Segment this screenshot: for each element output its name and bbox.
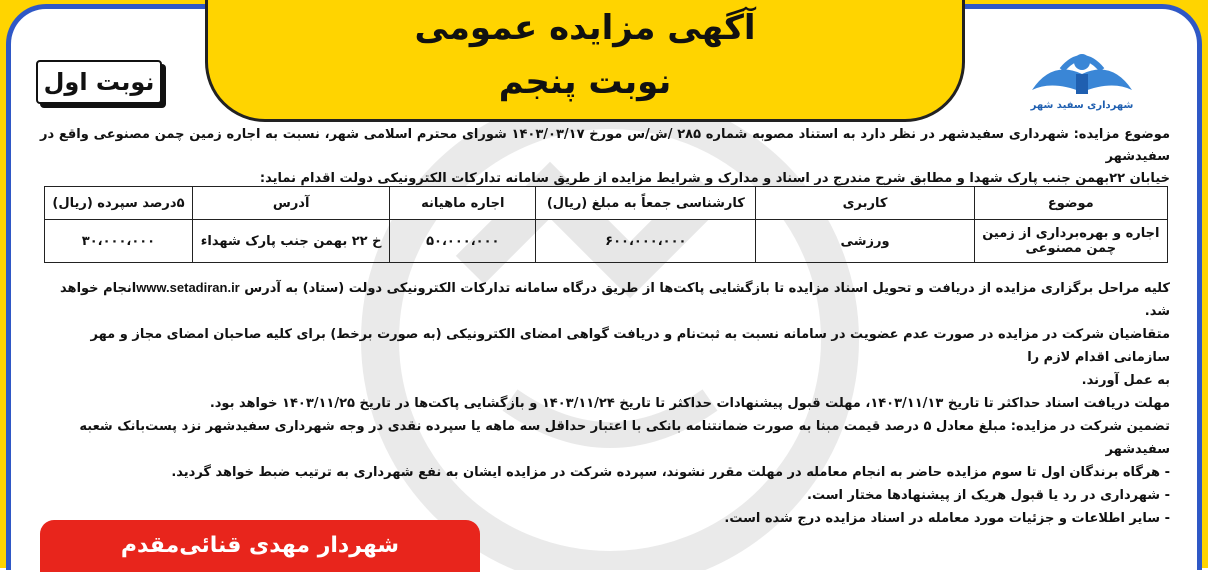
table-header-cell: موضوع bbox=[974, 187, 1167, 220]
table-header-cell: اجاره ماهیانه bbox=[390, 187, 536, 220]
table-cell-monthly-rent: ۵۰،۰۰۰،۰۰۰ bbox=[390, 220, 536, 263]
auction-table bbox=[44, 186, 1168, 263]
table-cell-address: خ ۲۲ بهمن جنب پارک شهداء bbox=[192, 220, 390, 263]
intro-text bbox=[40, 124, 1170, 190]
table-header-row bbox=[45, 187, 1168, 220]
condition-paragraph: - شهرداری در رد یا قبول هریک از پیشنهادها مختار است. bbox=[807, 488, 1170, 503]
table-row bbox=[45, 220, 1168, 263]
mayor-signature-banner: شهردار مهدی قنائی‌مقدم bbox=[40, 520, 480, 572]
intro-line-2: خیابان ۲۲بهمن جنب پارک شهدا و مطابق شرح مندرج در اسناد و مدارک و شرایط مزایده از طریق سامانه تدارکات الکترونیکی دولت اقدام نماید: bbox=[259, 171, 1170, 186]
condition-paragraph: - هرگاه برندگان اول تا سوم مزایده حاضر به انجام معامله در مهلت مقرر نشوند، سپرده شرکت در مزایده ایشان به نفع شهرداری به ترتیب ضبط خواهد گردید. bbox=[171, 465, 1170, 480]
condition-paragraph: مهلت دریافت اسناد حداکثر تا تاریخ ۱۴۰۳/۱۱/۱۳، مهلت قبول پیشنهادات حداکثر تا تاریخ ۱۴۰۳/۱۱/۲۴ و بازگشایی پاکت‌ها در تاریخ ۱۴۰۳/۱۱/۲۵ خواهد بود. bbox=[209, 396, 1170, 411]
page-subtitle: نوبت پنجم bbox=[498, 62, 672, 102]
table-cell-usage: ورزشی bbox=[756, 220, 974, 263]
condition-paragraph: متقاضیان شرکت در مزایده در صورت عدم عضویت در سامانه نسبت به ثبت‌نام و دریافت گواهی امضای الکترونیکی (به صورت برخط) برای کلیه صاحبان امضای مجاز و مهر سازمانی اقدام لازم را bbox=[90, 327, 1170, 365]
condition-paragraph: - سایر اطلاعات و جزئیات مورد معامله در اسناد مزایده درج شده است. bbox=[724, 511, 1170, 526]
page-title: آگهی مزایده عمومی bbox=[414, 8, 756, 48]
round-badge: نوبت اول bbox=[36, 60, 162, 104]
condition-paragraph: به عمل آورند. bbox=[1081, 373, 1170, 388]
table-header-cell: کارشناسی جمعاً به مبلغ (ریال) bbox=[536, 187, 756, 220]
table-header-cell: کاربری bbox=[756, 187, 974, 220]
logo-caption: شهرداری سفید شهر bbox=[1030, 100, 1134, 111]
condition-paragraph: کلیه مراحل برگزاری مزایده از دریافت و تحویل اسناد مزایده تا بازگشایی پاکت‌ها از طریق درگاه سامانه تدارکات الکترونیکی دولت (ستاد) به آدرس www.setadiran.irانجام خواهد شد. bbox=[60, 280, 1170, 319]
table-cell-deposit: ۳۰،۰۰۰،۰۰۰ bbox=[45, 220, 193, 263]
conditions-text bbox=[40, 276, 1170, 530]
intro-line-1: موضوع مزایده: شهرداری سفیدشهر در نظر دارد به استناد مصوبه شماره ۲۸۵ /ش/س مورخ ۱۴۰۳/۰۳/۱۷ شورای محترم اسلامی شهر، نسبت به اجاره زمین چمن مصنوعی واقع در سفیدشهر bbox=[40, 127, 1170, 164]
setadiran-link[interactable]: www.setadiran.ir bbox=[136, 280, 240, 295]
table-header-cell: آدرس bbox=[192, 187, 390, 220]
table-header-cell: ۵درصد سپرده (ریال) bbox=[45, 187, 193, 220]
condition-paragraph: تضمین شرکت در مزایده: مبلغ معادل ۵ درصد قیمت مبنا به صورت ضمانتنامه بانکی با اعتبار حداقل سه ماهه یا سپرده نقدی در وجه شهرداری سفیدشهر نزد پست‌بانک شعبه سفیدشهر bbox=[79, 419, 1170, 457]
table-cell-appraisal: ۶۰۰،۰۰۰،۰۰۰ bbox=[536, 220, 756, 263]
table-cell-subject: اجاره و بهره‌برداری از زمین چمن مصنوعی bbox=[974, 220, 1167, 263]
